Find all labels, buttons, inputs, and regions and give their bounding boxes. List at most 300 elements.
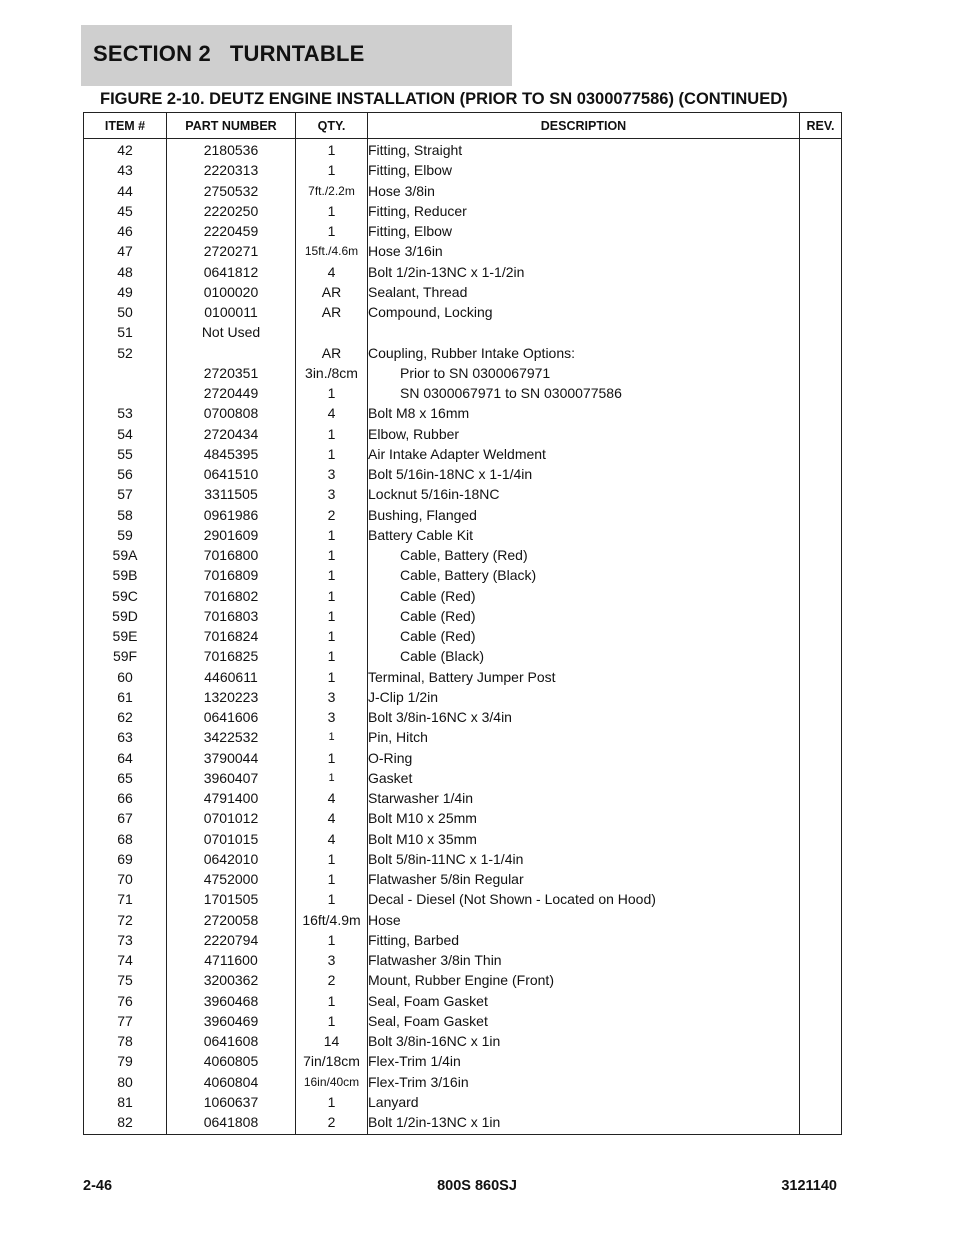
rev-cell bbox=[800, 1112, 842, 1135]
table-row bbox=[84, 262, 842, 282]
description-cell: Flex-Trim 1/4in bbox=[368, 1051, 800, 1071]
rev-cell bbox=[800, 221, 842, 241]
description-cell: Flatwasher 5/8in Regular bbox=[368, 869, 800, 889]
part-number-cell: 3200362 bbox=[167, 970, 296, 990]
item-number-cell: 65 bbox=[84, 768, 167, 788]
part-number-cell: 3960469 bbox=[167, 1011, 296, 1031]
qty-cell: 1 bbox=[296, 565, 368, 585]
rev-cell bbox=[800, 565, 842, 585]
item-number-cell: 71 bbox=[84, 889, 167, 909]
table-row bbox=[84, 930, 842, 950]
item-number-cell: 59B bbox=[84, 565, 167, 585]
header-item: ITEM # bbox=[84, 113, 167, 139]
table-row bbox=[84, 241, 842, 261]
description-cell: Cable, Battery (Black) bbox=[368, 565, 800, 585]
qty-cell: 1 bbox=[296, 1092, 368, 1112]
qty-cell: 1 bbox=[296, 1011, 368, 1031]
description-cell: Bolt 5/8in-11NC x 1-1/4in bbox=[368, 849, 800, 869]
description-cell: Pin, Hitch bbox=[368, 727, 800, 747]
rev-cell bbox=[800, 1011, 842, 1031]
table-row bbox=[84, 687, 842, 707]
figure-title: FIGURE 2-10. DEUTZ ENGINE INSTALLATION (PRIOR TO SN 0300077586) (CONTINUED) bbox=[100, 90, 788, 108]
description-cell: Seal, Foam Gasket bbox=[368, 991, 800, 1011]
footer-doc-number: 3121140 bbox=[781, 1178, 837, 1194]
rev-cell bbox=[800, 302, 842, 322]
description-cell: Cable (Red) bbox=[368, 626, 800, 646]
rev-cell bbox=[800, 1092, 842, 1112]
item-number-cell: 57 bbox=[84, 484, 167, 504]
part-number-cell: 3422532 bbox=[167, 727, 296, 747]
qty-cell: 1 bbox=[296, 160, 368, 180]
rev-cell bbox=[800, 1051, 842, 1071]
description-cell: Fitting, Reducer bbox=[368, 201, 800, 221]
description-cell: Hose bbox=[368, 910, 800, 930]
part-number-cell: 7016825 bbox=[167, 646, 296, 666]
part-number-cell: 3790044 bbox=[167, 748, 296, 768]
qty-cell: 1 bbox=[296, 727, 368, 747]
item-number-cell: 72 bbox=[84, 910, 167, 930]
part-number-cell: 2180536 bbox=[167, 139, 296, 161]
table-row bbox=[84, 1072, 842, 1092]
rev-cell bbox=[800, 464, 842, 484]
item-number-cell: 59E bbox=[84, 626, 167, 646]
description-cell bbox=[368, 322, 800, 342]
rev-cell bbox=[800, 363, 842, 383]
table-row bbox=[84, 606, 842, 626]
part-number-cell: 1701505 bbox=[167, 889, 296, 909]
item-number-cell: 59C bbox=[84, 586, 167, 606]
qty-cell: AR bbox=[296, 343, 368, 363]
qty-cell: 4 bbox=[296, 788, 368, 808]
description-cell: SN 0300067971 to SN 0300077586 bbox=[368, 383, 800, 403]
header-qty: QTY. bbox=[296, 113, 368, 139]
rev-cell bbox=[800, 606, 842, 626]
qty-cell: 3 bbox=[296, 687, 368, 707]
item-number-cell: 46 bbox=[84, 221, 167, 241]
rev-cell bbox=[800, 910, 842, 930]
qty-cell: AR bbox=[296, 282, 368, 302]
part-number-cell: 3960468 bbox=[167, 991, 296, 1011]
rev-cell bbox=[800, 768, 842, 788]
rev-cell bbox=[800, 930, 842, 950]
table-row bbox=[84, 808, 842, 828]
part-number-cell: 4711600 bbox=[167, 950, 296, 970]
qty-cell: 4 bbox=[296, 262, 368, 282]
description-cell: Bolt 5/16in-18NC x 1-1/4in bbox=[368, 464, 800, 484]
part-number-cell: 3960407 bbox=[167, 768, 296, 788]
description-cell: Bolt M8 x 16mm bbox=[368, 403, 800, 423]
qty-cell: 2 bbox=[296, 505, 368, 525]
item-number-cell: 75 bbox=[84, 970, 167, 990]
rev-cell bbox=[800, 160, 842, 180]
part-number-cell: 0701015 bbox=[167, 829, 296, 849]
header-description: DESCRIPTION bbox=[368, 113, 800, 139]
part-number-cell: 0701012 bbox=[167, 808, 296, 828]
qty-cell: 1 bbox=[296, 626, 368, 646]
qty-cell: 1 bbox=[296, 444, 368, 464]
description-cell: Bolt 3/8in-16NC x 3/4in bbox=[368, 707, 800, 727]
item-number-cell: 43 bbox=[84, 160, 167, 180]
rev-cell bbox=[800, 707, 842, 727]
part-number-cell: 1320223 bbox=[167, 687, 296, 707]
item-number-cell: 48 bbox=[84, 262, 167, 282]
qty-cell: 1 bbox=[296, 667, 368, 687]
rev-cell bbox=[800, 849, 842, 869]
qty-cell: 1 bbox=[296, 221, 368, 241]
description-cell: Cable (Black) bbox=[368, 646, 800, 666]
qty-cell: 16ft/4.9m bbox=[296, 910, 368, 930]
part-number-cell: 2720271 bbox=[167, 241, 296, 261]
table-row bbox=[84, 444, 842, 464]
item-number-cell: 58 bbox=[84, 505, 167, 525]
description-cell: Mount, Rubber Engine (Front) bbox=[368, 970, 800, 990]
description-cell: Fitting, Elbow bbox=[368, 221, 800, 241]
qty-cell: 1 bbox=[296, 424, 368, 444]
rev-cell bbox=[800, 1072, 842, 1092]
table-row bbox=[84, 484, 842, 504]
part-number-cell: 0641608 bbox=[167, 1031, 296, 1051]
rev-cell bbox=[800, 139, 842, 161]
table-row bbox=[84, 707, 842, 727]
table-row bbox=[84, 565, 842, 585]
table-row bbox=[84, 1051, 842, 1071]
description-cell: Hose 3/16in bbox=[368, 241, 800, 261]
table-row bbox=[84, 1112, 842, 1135]
qty-cell: 14 bbox=[296, 1031, 368, 1051]
item-number-cell: 70 bbox=[84, 869, 167, 889]
table-row bbox=[84, 727, 842, 747]
item-number-cell: 56 bbox=[84, 464, 167, 484]
header-part-number: PART NUMBER bbox=[167, 113, 296, 139]
item-number-cell: 51 bbox=[84, 322, 167, 342]
qty-cell: 7in/18cm bbox=[296, 1051, 368, 1071]
qty-cell: 3 bbox=[296, 950, 368, 970]
table-row bbox=[84, 525, 842, 545]
part-number-cell: 0100020 bbox=[167, 282, 296, 302]
description-cell: Bolt M10 x 25mm bbox=[368, 808, 800, 828]
description-cell: Terminal, Battery Jumper Post bbox=[368, 667, 800, 687]
rev-cell bbox=[800, 727, 842, 747]
item-number-cell: 61 bbox=[84, 687, 167, 707]
qty-cell: 1 bbox=[296, 139, 368, 161]
table-row bbox=[84, 221, 842, 241]
item-number-cell: 49 bbox=[84, 282, 167, 302]
rev-cell bbox=[800, 201, 842, 221]
qty-cell: 16in/40cm bbox=[296, 1072, 368, 1092]
rev-cell bbox=[800, 869, 842, 889]
item-number-cell: 79 bbox=[84, 1051, 167, 1071]
description-cell: Cable (Red) bbox=[368, 586, 800, 606]
table-row bbox=[84, 829, 842, 849]
description-cell: Seal, Foam Gasket bbox=[368, 1011, 800, 1031]
qty-cell: 3 bbox=[296, 707, 368, 727]
table-row bbox=[84, 849, 842, 869]
table-row bbox=[84, 788, 842, 808]
rev-cell bbox=[800, 748, 842, 768]
item-number-cell: 66 bbox=[84, 788, 167, 808]
item-number-cell: 59F bbox=[84, 646, 167, 666]
description-cell: J-Clip 1/2in bbox=[368, 687, 800, 707]
item-number-cell: 59A bbox=[84, 545, 167, 565]
description-cell: Flatwasher 3/8in Thin bbox=[368, 950, 800, 970]
part-number-cell: 2720351 bbox=[167, 363, 296, 383]
qty-cell: AR bbox=[296, 302, 368, 322]
table-row bbox=[84, 889, 842, 909]
qty-cell: 1 bbox=[296, 525, 368, 545]
description-cell: Starwasher 1/4in bbox=[368, 788, 800, 808]
rev-cell bbox=[800, 586, 842, 606]
rev-cell bbox=[800, 646, 842, 666]
part-number-cell: 2901609 bbox=[167, 525, 296, 545]
item-number-cell: 81 bbox=[84, 1092, 167, 1112]
description-cell: Elbow, Rubber bbox=[368, 424, 800, 444]
part-number-cell: 2720058 bbox=[167, 910, 296, 930]
rev-cell bbox=[800, 950, 842, 970]
item-number-cell: 67 bbox=[84, 808, 167, 828]
part-number-cell: 0641808 bbox=[167, 1112, 296, 1135]
rev-cell bbox=[800, 444, 842, 464]
qty-cell: 1 bbox=[296, 201, 368, 221]
item-number-cell: 78 bbox=[84, 1031, 167, 1051]
item-number-cell: 63 bbox=[84, 727, 167, 747]
rev-cell bbox=[800, 545, 842, 565]
table-row bbox=[84, 748, 842, 768]
part-number-cell: 4845395 bbox=[167, 444, 296, 464]
table-row bbox=[84, 646, 842, 666]
description-cell: Locknut 5/16in-18NC bbox=[368, 484, 800, 504]
rev-cell bbox=[800, 383, 842, 403]
qty-cell: 1 bbox=[296, 889, 368, 909]
description-cell: Sealant, Thread bbox=[368, 282, 800, 302]
item-number-cell bbox=[84, 383, 167, 403]
rev-cell bbox=[800, 282, 842, 302]
item-number-cell: 59 bbox=[84, 525, 167, 545]
table-row bbox=[84, 363, 842, 383]
rev-cell bbox=[800, 970, 842, 990]
description-cell: Air Intake Adapter Weldment bbox=[368, 444, 800, 464]
table-row bbox=[84, 586, 842, 606]
table-header-row bbox=[84, 113, 842, 139]
rev-cell bbox=[800, 808, 842, 828]
table-row bbox=[84, 322, 842, 342]
part-number-cell: 4752000 bbox=[167, 869, 296, 889]
item-number-cell: 80 bbox=[84, 1072, 167, 1092]
part-number-cell: 2220313 bbox=[167, 160, 296, 180]
footer-page-number: 2-46 bbox=[83, 1178, 113, 1194]
rev-cell bbox=[800, 687, 842, 707]
part-number-cell: 2720434 bbox=[167, 424, 296, 444]
rev-cell bbox=[800, 322, 842, 342]
rev-cell bbox=[800, 889, 842, 909]
item-number-cell: 45 bbox=[84, 201, 167, 221]
rev-cell bbox=[800, 505, 842, 525]
part-number-cell: 0700808 bbox=[167, 403, 296, 423]
description-cell: Compound, Locking bbox=[368, 302, 800, 322]
qty-cell bbox=[296, 322, 368, 342]
section-title: SECTION 2 TURNTABLE bbox=[93, 41, 365, 66]
qty-cell: 1 bbox=[296, 869, 368, 889]
table-row bbox=[84, 768, 842, 788]
rev-cell bbox=[800, 788, 842, 808]
part-number-cell: 4060805 bbox=[167, 1051, 296, 1071]
table-row bbox=[84, 343, 842, 363]
item-number-cell: 74 bbox=[84, 950, 167, 970]
part-number-cell: 0641510 bbox=[167, 464, 296, 484]
table-row bbox=[84, 545, 842, 565]
part-number-cell: 7016800 bbox=[167, 545, 296, 565]
table-row bbox=[84, 424, 842, 444]
rev-cell bbox=[800, 241, 842, 261]
table-row bbox=[84, 1011, 842, 1031]
table-row bbox=[84, 970, 842, 990]
description-cell: Bolt 1/2in-13NC x 1-1/2in bbox=[368, 262, 800, 282]
qty-cell: 1 bbox=[296, 849, 368, 869]
item-number-cell: 53 bbox=[84, 403, 167, 423]
description-cell: Bolt 1/2in-13NC x 1in bbox=[368, 1112, 800, 1135]
qty-cell: 1 bbox=[296, 768, 368, 788]
qty-cell: 1 bbox=[296, 383, 368, 403]
description-cell: Battery Cable Kit bbox=[368, 525, 800, 545]
qty-cell: 1 bbox=[296, 545, 368, 565]
rev-cell bbox=[800, 991, 842, 1011]
item-number-cell: 82 bbox=[84, 1112, 167, 1135]
qty-cell: 7ft./2.2m bbox=[296, 181, 368, 201]
item-number-cell: 64 bbox=[84, 748, 167, 768]
item-number-cell: 60 bbox=[84, 667, 167, 687]
part-number-cell: 2720449 bbox=[167, 383, 296, 403]
rev-cell bbox=[800, 667, 842, 687]
qty-cell: 4 bbox=[296, 403, 368, 423]
item-number-cell: 50 bbox=[84, 302, 167, 322]
rev-cell bbox=[800, 1031, 842, 1051]
qty-cell: 1 bbox=[296, 646, 368, 666]
description-cell: Hose 3/8in bbox=[368, 181, 800, 201]
description-cell: O-Ring bbox=[368, 748, 800, 768]
rev-cell bbox=[800, 262, 842, 282]
part-number-cell: 7016809 bbox=[167, 565, 296, 585]
part-number-cell: 0100011 bbox=[167, 302, 296, 322]
description-cell: Bolt M10 x 35mm bbox=[368, 829, 800, 849]
part-number-cell bbox=[167, 343, 296, 363]
table-row bbox=[84, 991, 842, 1011]
item-number-cell: 62 bbox=[84, 707, 167, 727]
part-number-cell: 4460611 bbox=[167, 667, 296, 687]
rev-cell bbox=[800, 525, 842, 545]
header-rev: REV. bbox=[800, 113, 842, 139]
item-number-cell: 76 bbox=[84, 991, 167, 1011]
description-cell: Coupling, Rubber Intake Options: bbox=[368, 343, 800, 363]
table-row bbox=[84, 1031, 842, 1051]
item-number-cell: 69 bbox=[84, 849, 167, 869]
qty-cell: 2 bbox=[296, 1112, 368, 1135]
item-number-cell: 77 bbox=[84, 1011, 167, 1031]
table-row bbox=[84, 181, 842, 201]
table-row bbox=[84, 869, 842, 889]
item-number-cell bbox=[84, 363, 167, 383]
description-cell: Cable (Red) bbox=[368, 606, 800, 626]
item-number-cell: 68 bbox=[84, 829, 167, 849]
qty-cell: 1 bbox=[296, 930, 368, 950]
qty-cell: 15ft./4.6m bbox=[296, 241, 368, 261]
item-number-cell: 44 bbox=[84, 181, 167, 201]
qty-cell: 1 bbox=[296, 748, 368, 768]
description-cell: Gasket bbox=[368, 768, 800, 788]
item-number-cell: 42 bbox=[84, 139, 167, 161]
part-number-cell: 4060804 bbox=[167, 1072, 296, 1092]
table-row bbox=[84, 302, 842, 322]
qty-cell: 1 bbox=[296, 991, 368, 1011]
rev-cell bbox=[800, 181, 842, 201]
table-row bbox=[84, 383, 842, 403]
part-number-cell: 7016803 bbox=[167, 606, 296, 626]
description-cell: Bushing, Flanged bbox=[368, 505, 800, 525]
table-row bbox=[84, 950, 842, 970]
table-row bbox=[84, 667, 842, 687]
part-number-cell: 0961986 bbox=[167, 505, 296, 525]
item-number-cell: 47 bbox=[84, 241, 167, 261]
description-cell: Decal - Diesel (Not Shown - Located on Hood) bbox=[368, 889, 800, 909]
parts-table-body bbox=[84, 139, 842, 1135]
qty-cell: 3 bbox=[296, 464, 368, 484]
part-number-cell: 3311505 bbox=[167, 484, 296, 504]
rev-cell bbox=[800, 829, 842, 849]
item-number-cell: 54 bbox=[84, 424, 167, 444]
rev-cell bbox=[800, 484, 842, 504]
qty-cell: 3in./8cm bbox=[296, 363, 368, 383]
part-number-cell: 4791400 bbox=[167, 788, 296, 808]
rev-cell bbox=[800, 424, 842, 444]
description-cell: Fitting, Elbow bbox=[368, 160, 800, 180]
parts-table bbox=[83, 112, 842, 1135]
table-row bbox=[84, 403, 842, 423]
qty-cell: 2 bbox=[296, 970, 368, 990]
description-cell: Prior to SN 0300067971 bbox=[368, 363, 800, 383]
table-row bbox=[84, 910, 842, 930]
part-number-cell: 7016802 bbox=[167, 586, 296, 606]
table-row bbox=[84, 282, 842, 302]
description-cell: Cable, Battery (Red) bbox=[368, 545, 800, 565]
part-number-cell: 2750532 bbox=[167, 181, 296, 201]
description-cell: Bolt 3/8in-16NC x 1in bbox=[368, 1031, 800, 1051]
description-cell: Fitting, Barbed bbox=[368, 930, 800, 950]
description-cell: Fitting, Straight bbox=[368, 139, 800, 161]
rev-cell bbox=[800, 626, 842, 646]
description-cell: Flex-Trim 3/16in bbox=[368, 1072, 800, 1092]
footer-model: 800S 860SJ bbox=[437, 1178, 517, 1194]
part-number-cell: 0641606 bbox=[167, 707, 296, 727]
table-row bbox=[84, 201, 842, 221]
table-row bbox=[84, 464, 842, 484]
table-row bbox=[84, 160, 842, 180]
rev-cell bbox=[800, 343, 842, 363]
part-number-cell: 0642010 bbox=[167, 849, 296, 869]
qty-cell: 1 bbox=[296, 606, 368, 626]
rev-cell bbox=[800, 403, 842, 423]
part-number-cell: 1060637 bbox=[167, 1092, 296, 1112]
part-number-cell: 2220250 bbox=[167, 201, 296, 221]
part-number-cell: Not Used bbox=[167, 322, 296, 342]
item-number-cell: 52 bbox=[84, 343, 167, 363]
item-number-cell: 73 bbox=[84, 930, 167, 950]
item-number-cell: 55 bbox=[84, 444, 167, 464]
qty-cell: 4 bbox=[296, 808, 368, 828]
table-row bbox=[84, 1092, 842, 1112]
qty-cell: 4 bbox=[296, 829, 368, 849]
part-number-cell: 0641812 bbox=[167, 262, 296, 282]
part-number-cell: 2220794 bbox=[167, 930, 296, 950]
qty-cell: 1 bbox=[296, 586, 368, 606]
table-row bbox=[84, 139, 842, 161]
